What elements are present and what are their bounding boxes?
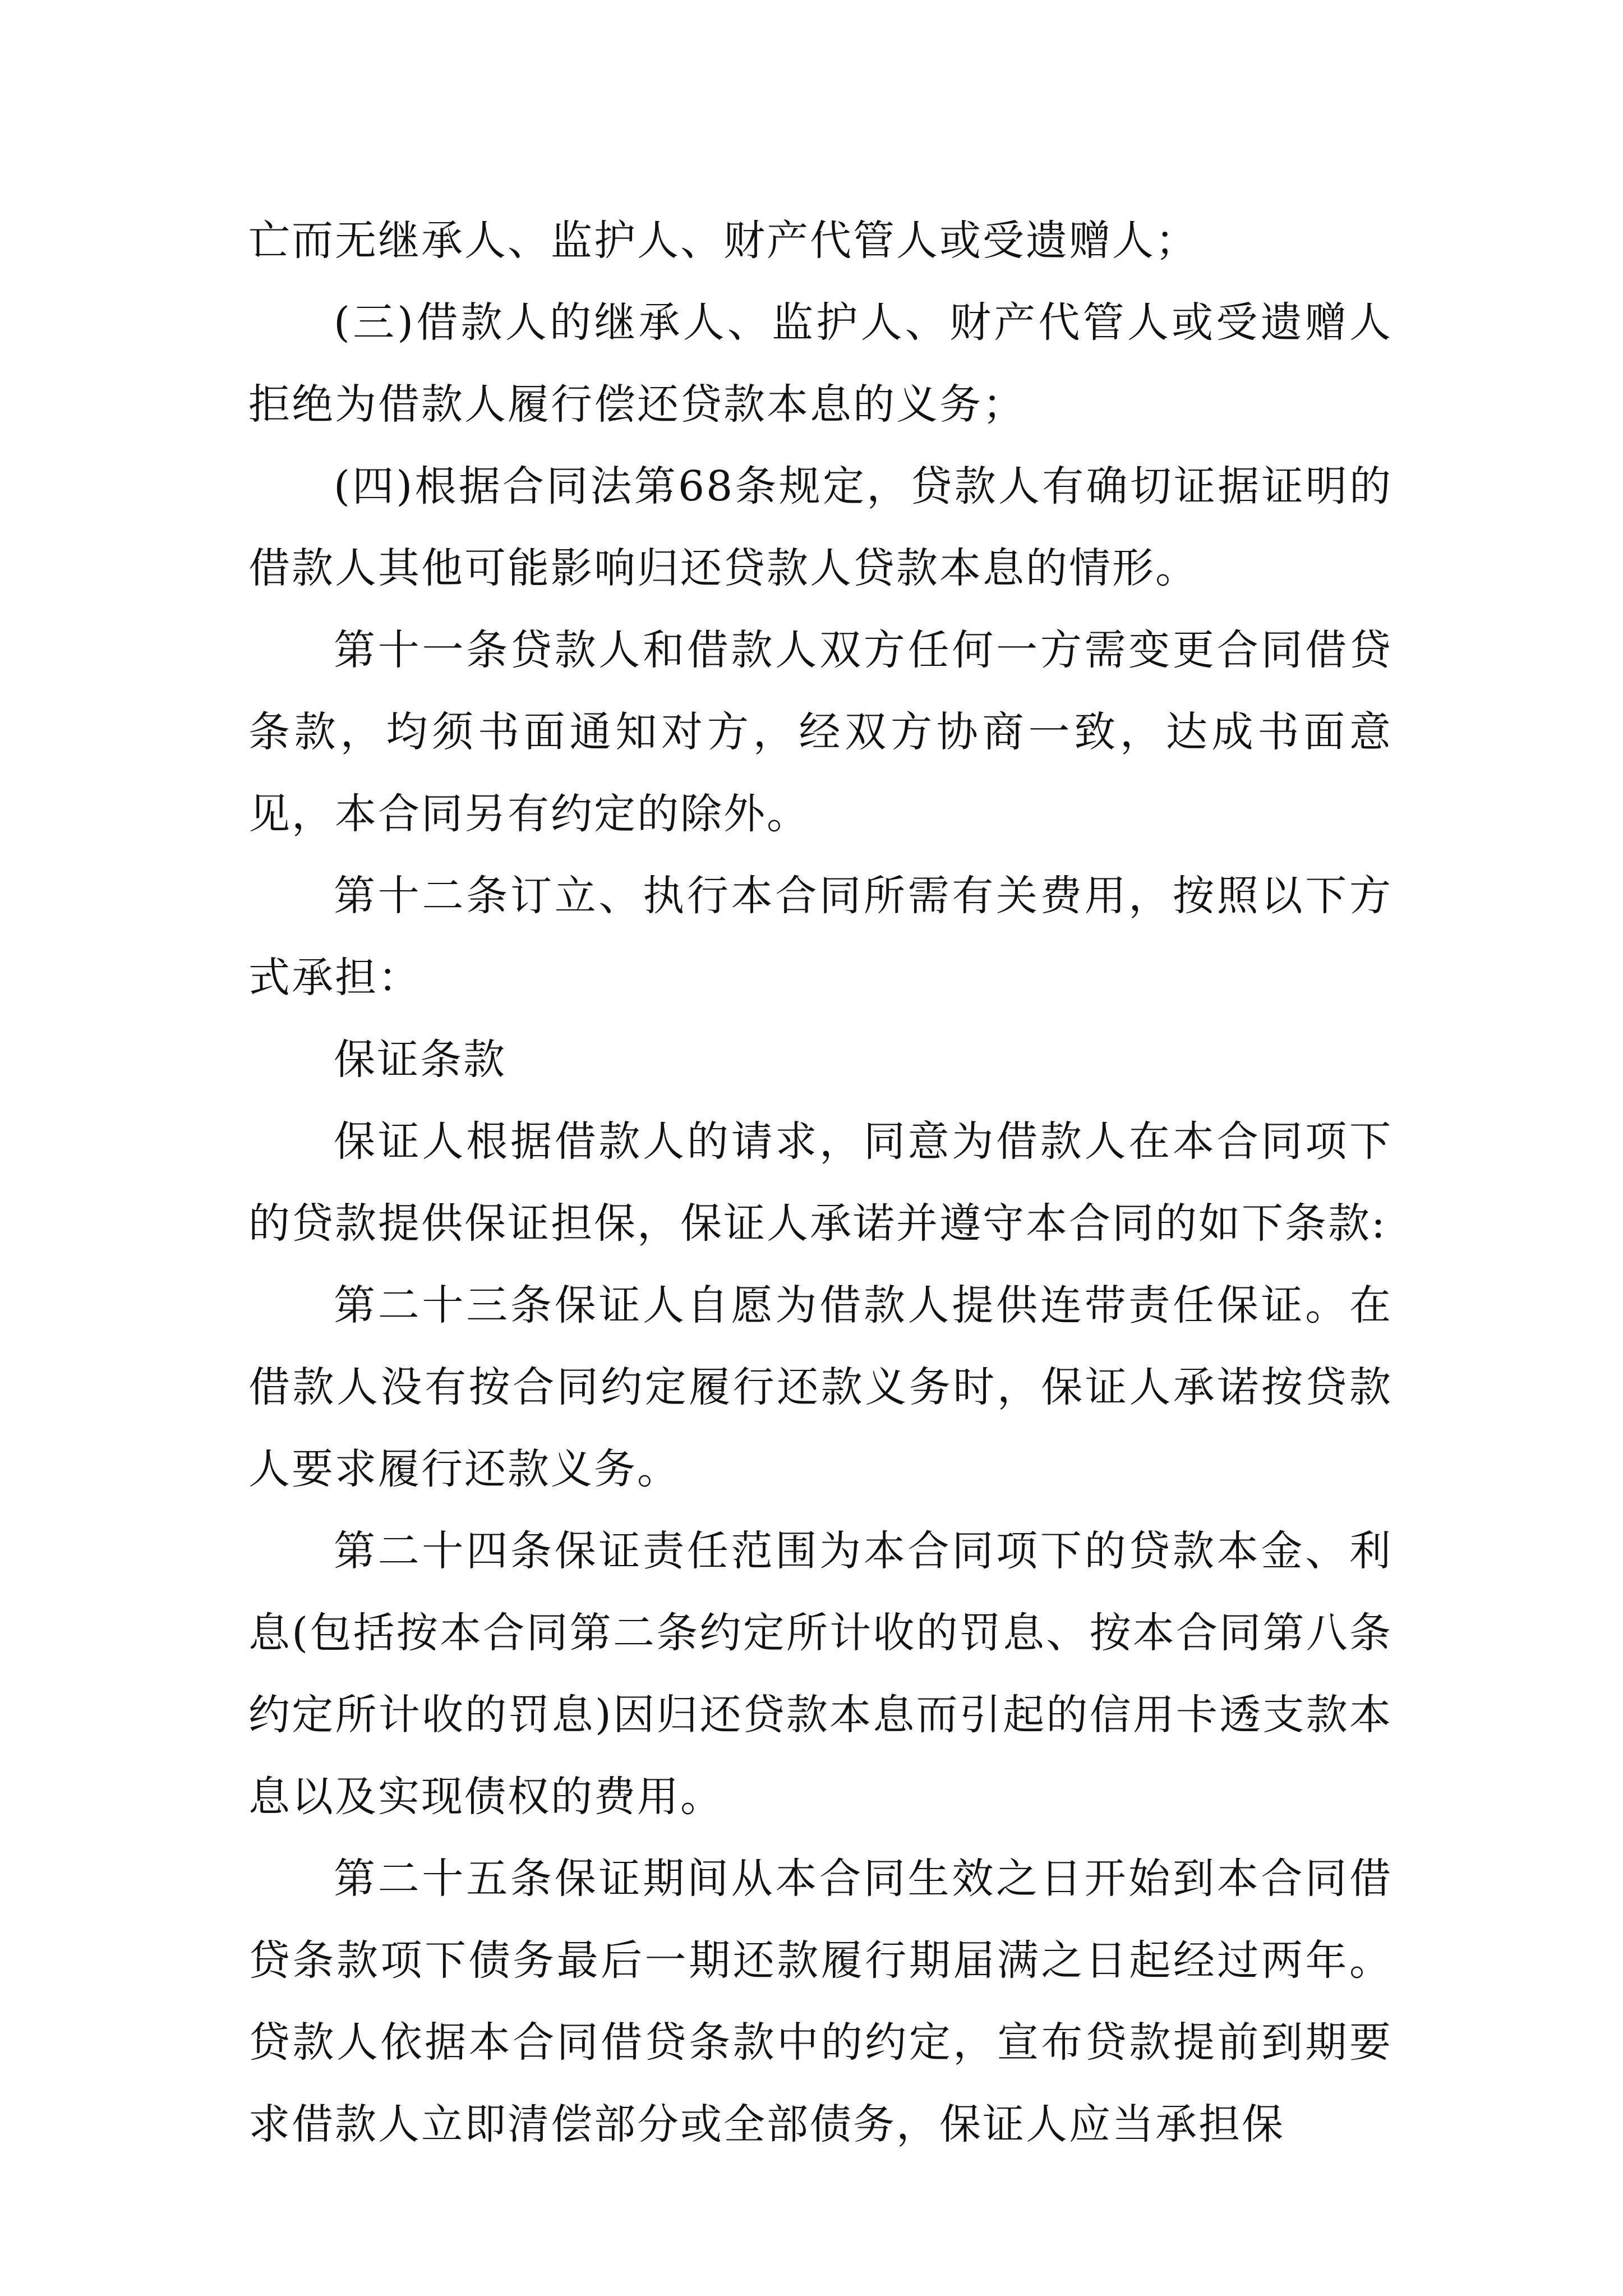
paragraph-1: 亡而无继承人、监护人、财产代管人或受遗赠人； — [248, 217, 1198, 265]
paragraph-10: 第二十五条保证期间从本合同生效之日开始到本合同借贷条款项下债务最后一期还款履行期届满之日起经过两年。贷款人依据本合同借贷条款中的约定，宣布贷款提前到期要求借款人立即清偿部分或全部债务，保证人应当承担保 — [248, 1855, 1393, 2148]
paragraph-2: (三)借款人的继承人、监护人、财产代管人或受遗赠人拒绝为借款人履行偿还贷款本息的义务； — [248, 298, 1393, 429]
paragraph-8: 第二十三条保证人自愿为借款人提供连带责任保证。在借款人没有按合同约定履行还款义务时，保证人承诺按贷款人要求履行还款义务。 — [248, 1281, 1393, 1493]
document-body — [248, 200, 1393, 2165]
paragraph-9: 第二十四条保证责任范围为本合同项下的贷款本金、利息(包括按本合同第二条约定所计收的罚息、按本合同第八条约定所计收的罚息)因归还贷款本息而引起的信用卡透支款本息以及实现债权的费用。 — [248, 1527, 1393, 1821]
paragraph-3: (四)根据合同法第68条规定，贷款人有确切证据证明的借款人其他可能影响归还贷款人贷款本息的情形。 — [248, 462, 1393, 592]
paragraph-5: 第十二条订立、执行本合同所需有关费用，按照以下方式承担： — [248, 872, 1393, 1002]
section-heading: 保证条款 — [334, 1036, 506, 1084]
paragraph-4: 第十一条贷款人和借款人双方任何一方需变更合同借贷条款，均须书面通知对方，经双方协商一致，达成书面意见，本合同另有约定的除外。 — [248, 626, 1393, 838]
paragraph-7: 保证人根据借款人的请求，同意为借款人在本合同项下的贷款提供保证担保，保证人承诺并遵守本合同的如下条款: — [248, 1117, 1393, 1248]
